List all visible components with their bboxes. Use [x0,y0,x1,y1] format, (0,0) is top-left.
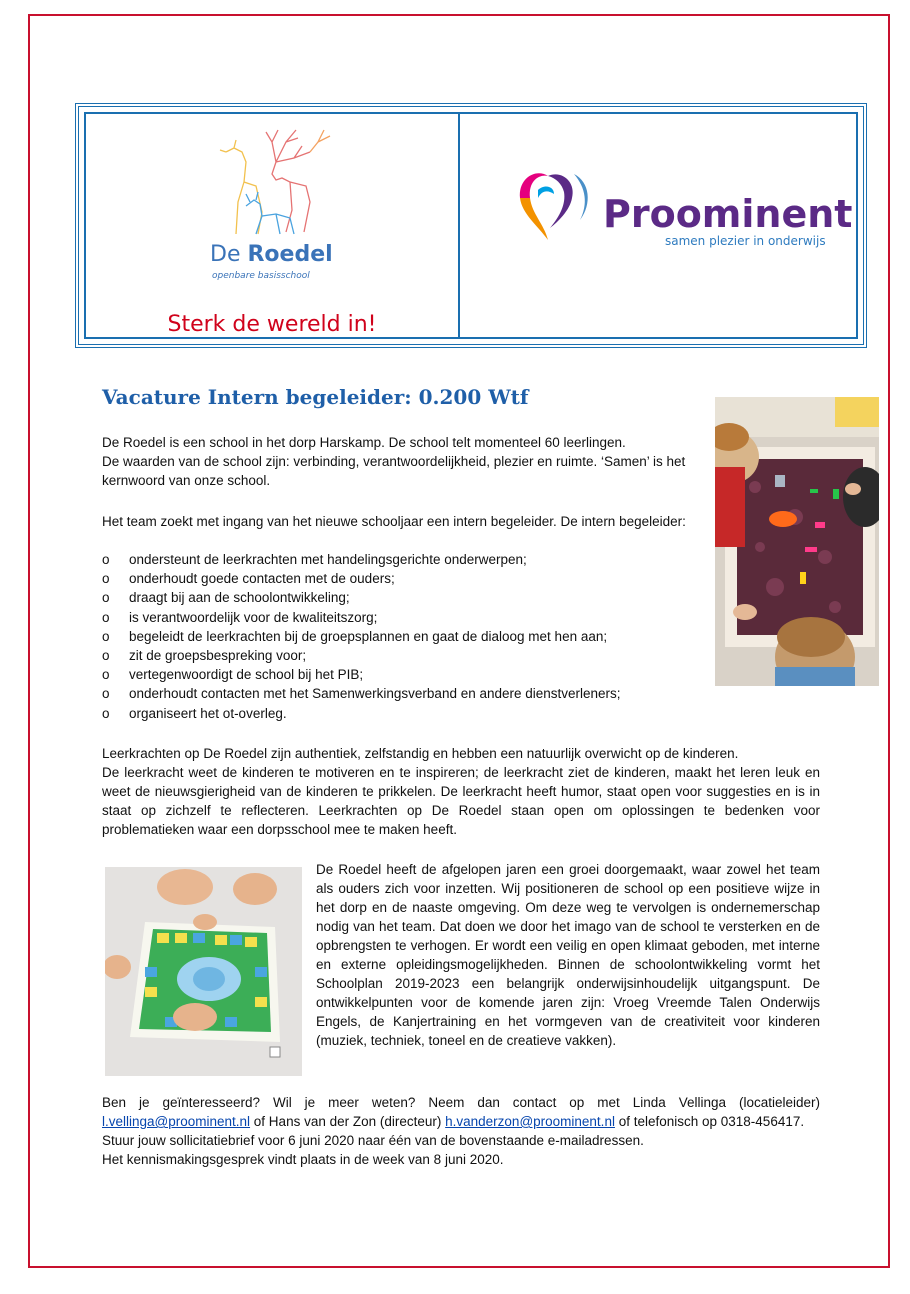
list-item: o is verantwoordelijk voor de kwaliteitszorg; [102,609,378,625]
sand-table-photo [715,397,879,686]
contact-line-1: Ben je geïnteresseerd? Wil je meer weten? Neem dan contact op met Linda Vellinga (locatieleider) l.vellinga@proominent.nl of Hans van der Zon (directeur) h.vanderzon@proominent.nl of telefonisch op 0318-456417. [102,1095,820,1129]
team-intro: Het team zoekt met ingang van het nieuwe schooljaar een intern begeleider. De intern begeleider: [102,514,686,529]
proominent-tagline: samen plezier in onderwijs [665,234,826,248]
board-game-photo [105,867,302,1076]
vacancy-title: Vacature Intern begeleider: 0.200 Wtf [102,385,529,409]
email-link-vellinga[interactable]: l.vellinga@proominent.nl [102,1114,251,1129]
proominent-name: Proominent [603,192,853,236]
list-item: o onderhoudt goede contacten met de ouders; [102,571,395,587]
teachers-line-2: De leerkracht weet de kinderen te motiveren en te inspireren; de leerkracht ziet de kinderen, maakt het leren leuk en weet de nieuwsgierigheid van de kinderen te prikkelen. De leerkracht heeft humor, staat open voor suggesties en is in staat op zichzelf te reflecteren. Leerkrachten op De Roedel staan open om oplossingen te bedenken voor problematieken waar een dorpsschool mee te maken heeft. [102,765,820,837]
list-item: o organiseert het ot-overleg. [102,705,287,721]
list-item: o onderhoudt contacten met het Samenwerkingsverband en andere dienstverleners; [102,686,621,702]
list-item: o vertegenwoordigt de school bij het PIB; [102,667,364,683]
header-cell-roedel [86,114,460,337]
contact-line-2: Stuur jouw sollicitatiebrief voor 6 juni 2020 naar één van de bovenstaande e-mailadressen. [102,1133,644,1148]
slogan: Sterk de wereld in! [167,312,377,337]
list-item: o begeleidt de leerkrachten bij de groepsplannen en gaat de dialoog met hen aan; [102,628,608,644]
list-item: o ondersteunt de leerkrachten met handelingsgerichte onderwerpen; [102,552,527,567]
responsibilities-list [102,550,621,723]
header-box [75,103,867,348]
contact-paragraph [102,1093,820,1169]
list-item: o zit de groepsbespreking voor; [102,648,307,664]
email-link-vanderzon[interactable]: h.vanderzon@proominent.nl [445,1114,615,1129]
teachers-paragraph [102,744,820,839]
roedel-deer-logo [206,122,346,242]
contact-line-3: Het kennismakingsgesprek vindt plaats in de week van 8 juni 2020. [102,1152,504,1167]
list-item: o draagt bij aan de schoolontwikkeling; [102,590,350,606]
intro-paragraph [102,433,702,490]
roedel-subtitle: openbare basisschool [212,271,310,281]
intro-line-2: De waarden van de school zijn: verbinding, verantwoordelijkheid, plezier en ruimte. ‘Samen’ is het kernwoord van onze school. [102,454,686,488]
teachers-line-1: Leerkrachten op De Roedel zijn authentiek, zelfstandig en hebben een natuurlijk overwicht op de kinderen. [102,746,739,761]
header-cell-proominent [460,114,856,337]
header-table [84,112,858,339]
growth-paragraph: De Roedel heeft de afgelopen jaren een groei doorgemaakt, waar zowel het team als ouders zich voor inzetten. Wij positioneren de school op een positieve wijze in het dorp en de naaste omgeving. Om deze weg te vervolgen is ondernemerschap nodig van het team. Dat doen we door het imago van de school te versterken en de opbrengsten te verhogen. Er wordt een veilig en open klimaat geboden, met interne en externe opleidingsmogelijkheden. Binnen de schoolontwikkeling vormt het Schoolplan 2019-2023 een belangrijk onderwijsinhoudelijk uitgangspunt. De ontwikkelpunten voor de komende jaren zijn: Vroeg Vreemde Talen Onderwijs Engels, de Kanjertraining en het vormgeven van de creativiteit voor kinderen (muziek, techniek, toneel en de creatieve vakken). [316,862,820,1048]
intro-line-1: De Roedel is een school in het dorp Harskamp. De school telt momenteel 60 leerlingen. [102,435,626,450]
roedel-school-name: De Roedel [210,242,333,267]
proominent-swirl-logo [510,164,600,254]
